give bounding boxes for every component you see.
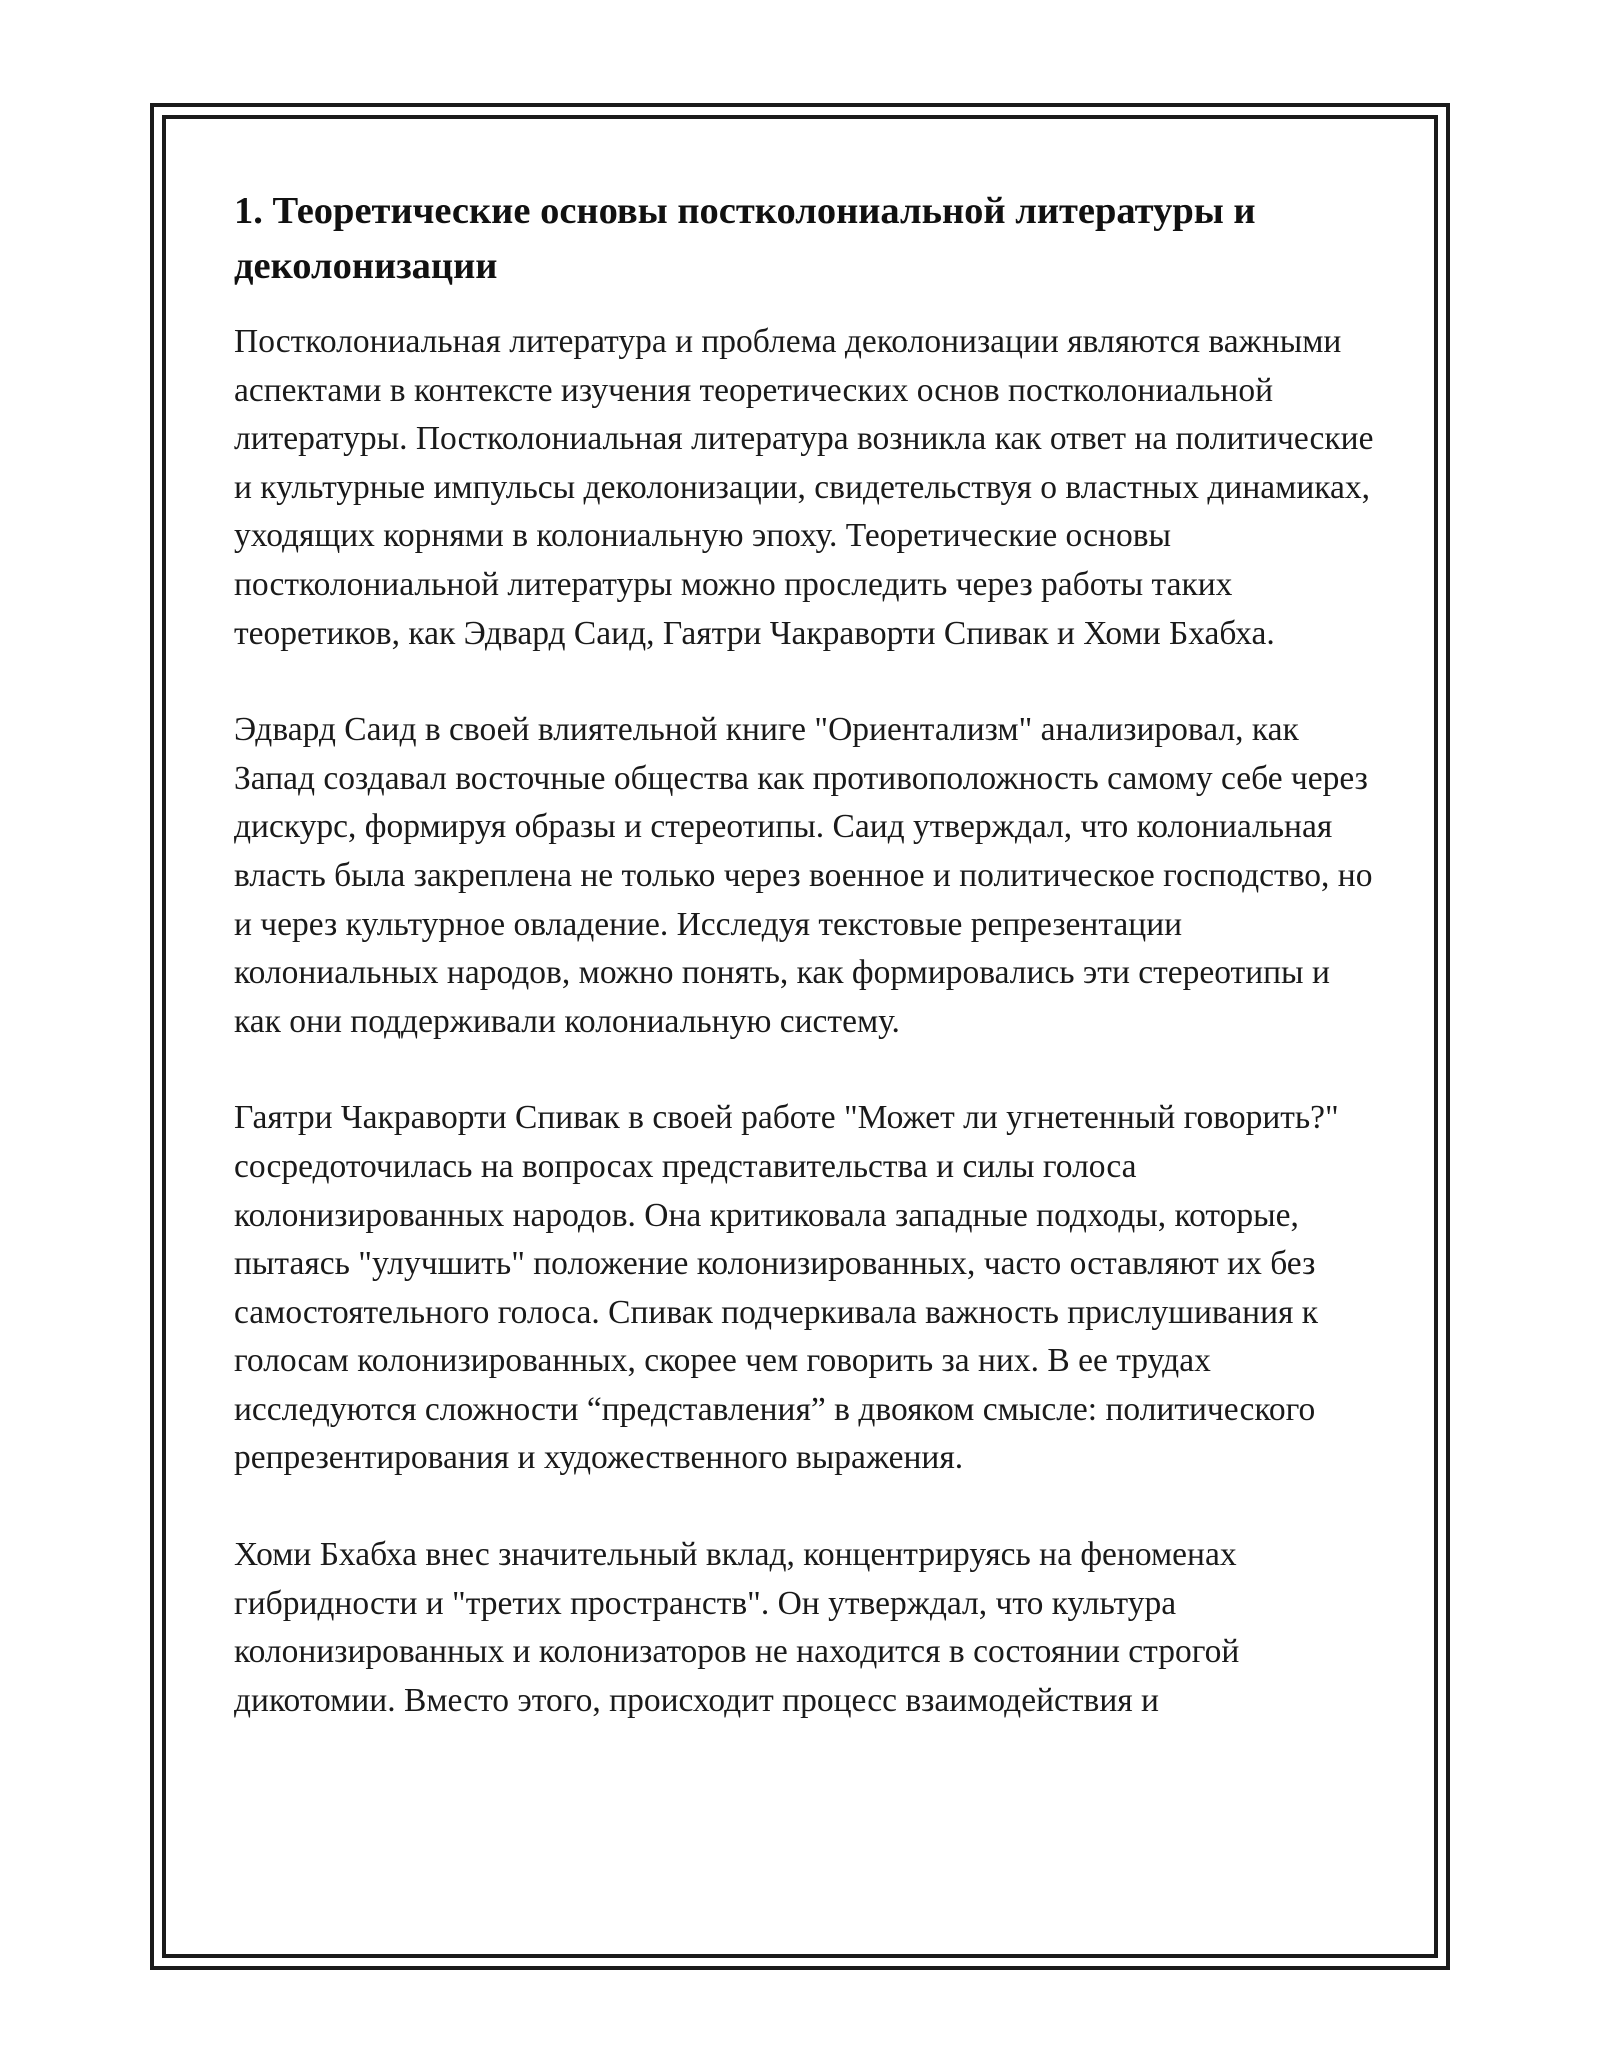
- paragraph-said: Эдвард Саид в своей влиятельной книге "Ориентализм" анализировал, как Запад создавал восточные общества как противоположность самому себе через дискурс, формируя образы и стереотипы. Саид утверждал, что колониальная власть была закреплена не только через военное и политическое господство, но и через культурное овладение. Исследуя текстовые репрезентации колониальных народов, можно понять, как формировались эти стереотипы и как они поддерживали колониальную систему.: [234, 711, 1373, 1040]
- section-heading: 1. Теоретические основы постколониальной литературы и деколонизации: [234, 190, 1256, 287]
- paragraph-intro: Постколониальная литература и проблема деколонизации являются важными аспектами в контексте изучения теоретических основ постколониальной литературы. Постколониальная литература возникла как ответ на политические и культурные импульсы деколонизации, свидетельствуя о властных динамиках, уходящих корнями в колониальную эпоху. Теоретические основы постколониальной литературы можно проследить через работы таких теоретиков, как Эдвард Саид, Гаятри Чакраворти Спивак и Хоми Бхабха.: [234, 323, 1374, 652]
- paragraph-bhabha: Хоми Бхабха внес значительный вклад, концентрируясь на феноменах гибридности и "третих пространств". Он утверждал, что культура колонизированных и колонизаторов не находится в состоянии строгой дикотомии. Вместо этого, происходит процесс взаимодействия и: [234, 1536, 1240, 1719]
- paragraph-spivak: Гаятри Чакраворти Спивак в своей работе "Может ли угнетенный говорить?" сосредоточилась на вопросах представительства и силы голоса колонизированных народов. Она критиковала западные подходы, которые, пытаясь "улучшить" положение колонизированных, часто оставляют их без самостоятельного голоса. Спивак подчеркивала важность прислушивания к голосам колонизированных, скорее чем говорить за них. В ее трудах исследуются сложности “представления” в двояком смысле: политического репрезентирования и художественного выражения.: [234, 1099, 1339, 1477]
- document-body: [234, 184, 1384, 1773]
